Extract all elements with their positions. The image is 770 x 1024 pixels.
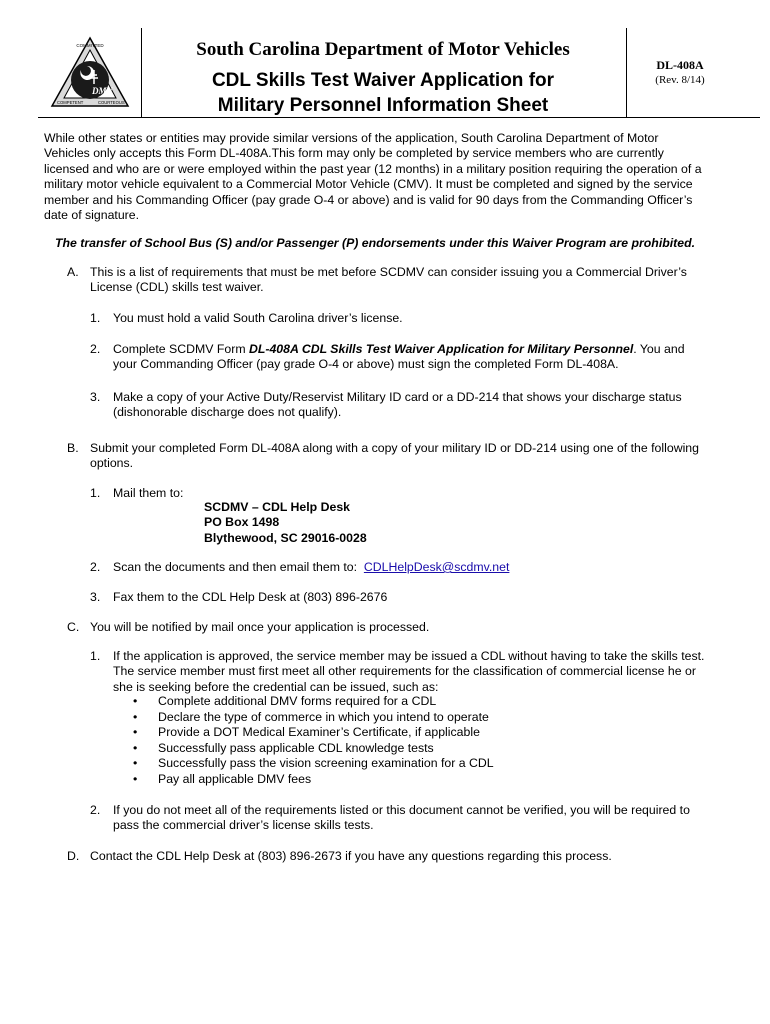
bullet-icon: • (133, 740, 138, 755)
section-c-text: You will be notified by mail once your application is processed. (90, 620, 430, 634)
item-text: If the application is approved, the service member may be issued a CDL without having to take the skills test. (113, 649, 705, 663)
item-text: she is seeking before the credential can be issued, such as: (113, 679, 439, 694)
department-name: South Carolina Department of Motor Vehicles (196, 39, 570, 60)
address-line: PO Box 1498 (204, 515, 280, 530)
section-a-item-2-text (113, 342, 738, 373)
form-revision: (Rev. 8/14) (655, 74, 705, 86)
list-item (133, 694, 733, 710)
bullet-icon: • (133, 756, 138, 771)
list-item (133, 741, 733, 757)
title-line-2: Military Personnel Information Sheet (217, 95, 549, 116)
list-item (133, 756, 733, 772)
section-a-label: A. (67, 265, 79, 279)
section-b-line: Submit your completed Form DL-408A along with a copy of your military ID or DD-214 using one of the following (90, 441, 699, 455)
bullet-text: Complete additional DMV forms required for a CDL (158, 694, 437, 708)
bullet-icon: • (133, 771, 138, 786)
item-text: Scan the documents and then email them to: (113, 560, 364, 574)
section-b-item-3-number: 3. (90, 590, 101, 604)
item-text: The service member must first meet all other requirements for the classification of commercial license he or (113, 664, 696, 679)
intro-paragraph (44, 131, 734, 223)
form-number: DL-408A (656, 58, 704, 72)
svg-text:COURTEOUS: COURTEOUS (98, 100, 125, 105)
svg-text:DMV: DMV (92, 86, 113, 96)
header-divider-left (141, 28, 142, 118)
intro-line: Vehicles only accepts this Form DL-408A.This form may only be completed by service members who are currently (44, 146, 664, 161)
intro-line: military motor vehicle equivalent to a Commercial Motor Vehicle (CMV). It must be completed and signed by the service (44, 177, 693, 192)
section-a-item-1-number: 1. (90, 311, 101, 325)
item-text: (dishonorable discharge does not qualify). (113, 405, 342, 420)
list-item (133, 772, 733, 788)
svg-text:COMMITTED: COMMITTED (76, 43, 104, 48)
section-c-item-2-number: 2. (90, 803, 101, 817)
section-a-item-3-number: 3. (90, 390, 101, 404)
section-b-item-1-text: Mail them to: (113, 486, 184, 500)
page-title (143, 68, 623, 118)
bullet-text: Provide a DOT Medical Examiner’s Certificate, if applicable (158, 725, 480, 740)
section-c-item-1-number: 1. (90, 649, 101, 663)
prohibition-warning: The transfer of School Bus (S) and/or Passenger (P) endorsements under this Waiver Program are prohibited. (55, 236, 696, 250)
item-text: . You and (633, 342, 685, 356)
section-b-item-2-number: 2. (90, 560, 101, 574)
intro-line: member and his Commanding Officer (pay grade O-4 or above) and is valid for 90 days from the Commanding Officer’s (44, 192, 693, 207)
address-line: Blythewood, SC 29016-0028 (204, 530, 367, 545)
intro-line: licensed and who are or were employed within the past year (12 months) in a military position requiring the operation of a (44, 161, 702, 176)
section-a-text (90, 265, 740, 296)
list-item (133, 710, 733, 726)
section-b-label: B. (67, 441, 79, 455)
bullet-text: Declare the type of commerce in which you intend to operate (158, 709, 489, 724)
svg-text:COMPETENT: COMPETENT (57, 100, 84, 105)
section-a-line: License (CDL) skills test waiver. (90, 280, 264, 295)
item-text: pass the commercial driver’s license skills tests. (113, 818, 374, 833)
item-text: If you do not meet all of the requirements listed or this document cannot be verified, you will be required to (113, 803, 690, 817)
section-d-label: D. (67, 849, 80, 863)
section-a-item-3-text (113, 390, 738, 421)
list-item (133, 725, 733, 741)
bullet-icon: • (133, 725, 138, 740)
section-b-item-3-text: Fax them to the CDL Help Desk at (803) 896-2676 (113, 590, 388, 604)
section-b-text (90, 441, 740, 472)
form-name-emphasis: DL-408A CDL Skills Test Waiver Application for Military Personnel (248, 342, 634, 356)
header-divider-right (626, 28, 627, 118)
section-a-item-1-text: You must hold a valid South Carolina driver’s license. (113, 311, 403, 325)
address-line: SCDMV – CDL Help Desk (204, 500, 351, 514)
title-line-1: CDL Skills Test Waiver Application for (211, 70, 555, 91)
bullet-text: Pay all applicable DMV fees (158, 771, 312, 786)
requirements-bullet-list (133, 694, 733, 788)
bullet-icon: • (133, 709, 138, 724)
section-c-label: C. (67, 620, 80, 634)
help-desk-email-link[interactable]: CDLHelpDesk@scdmv.net (363, 560, 510, 574)
intro-line: date of signature. (44, 208, 140, 223)
bullet-icon: • (133, 694, 138, 708)
section-b-item-1-number: 1. (90, 486, 101, 500)
mailing-address (204, 500, 367, 546)
section-c-item-1-text (113, 649, 743, 695)
section-a-line: This is a list of requirements that must be met before SCDMV can consider issuing you a Commercial Driver’s (90, 265, 687, 279)
intro-line: While other states or entities may provide similar versions of the application, South Carolina Department of Motor (44, 131, 659, 145)
item-text: Complete SCDMV Form (113, 342, 249, 356)
bullet-text: Successfully pass applicable CDL knowledge tests (158, 740, 434, 755)
section-d-text: Contact the CDL Help Desk at (803) 896-2673 if you have any questions regarding this process. (90, 849, 612, 863)
section-a-item-2-number: 2. (90, 342, 101, 356)
scdmv-seal-icon (48, 34, 132, 118)
section-b-line: options. (90, 456, 134, 471)
item-text: Make a copy of your Active Duty/Reservist Military ID card or a DD-214 that shows your discharge status (113, 390, 682, 404)
section-b-item-2-text (113, 560, 733, 575)
item-text: your Commanding Officer (pay grade O-4 or above) must sign the completed Form DL-408A. (113, 357, 619, 372)
section-c-item-2-text (113, 803, 743, 834)
bullet-text: Successfully pass the vision screening examination for a CDL (158, 756, 494, 771)
